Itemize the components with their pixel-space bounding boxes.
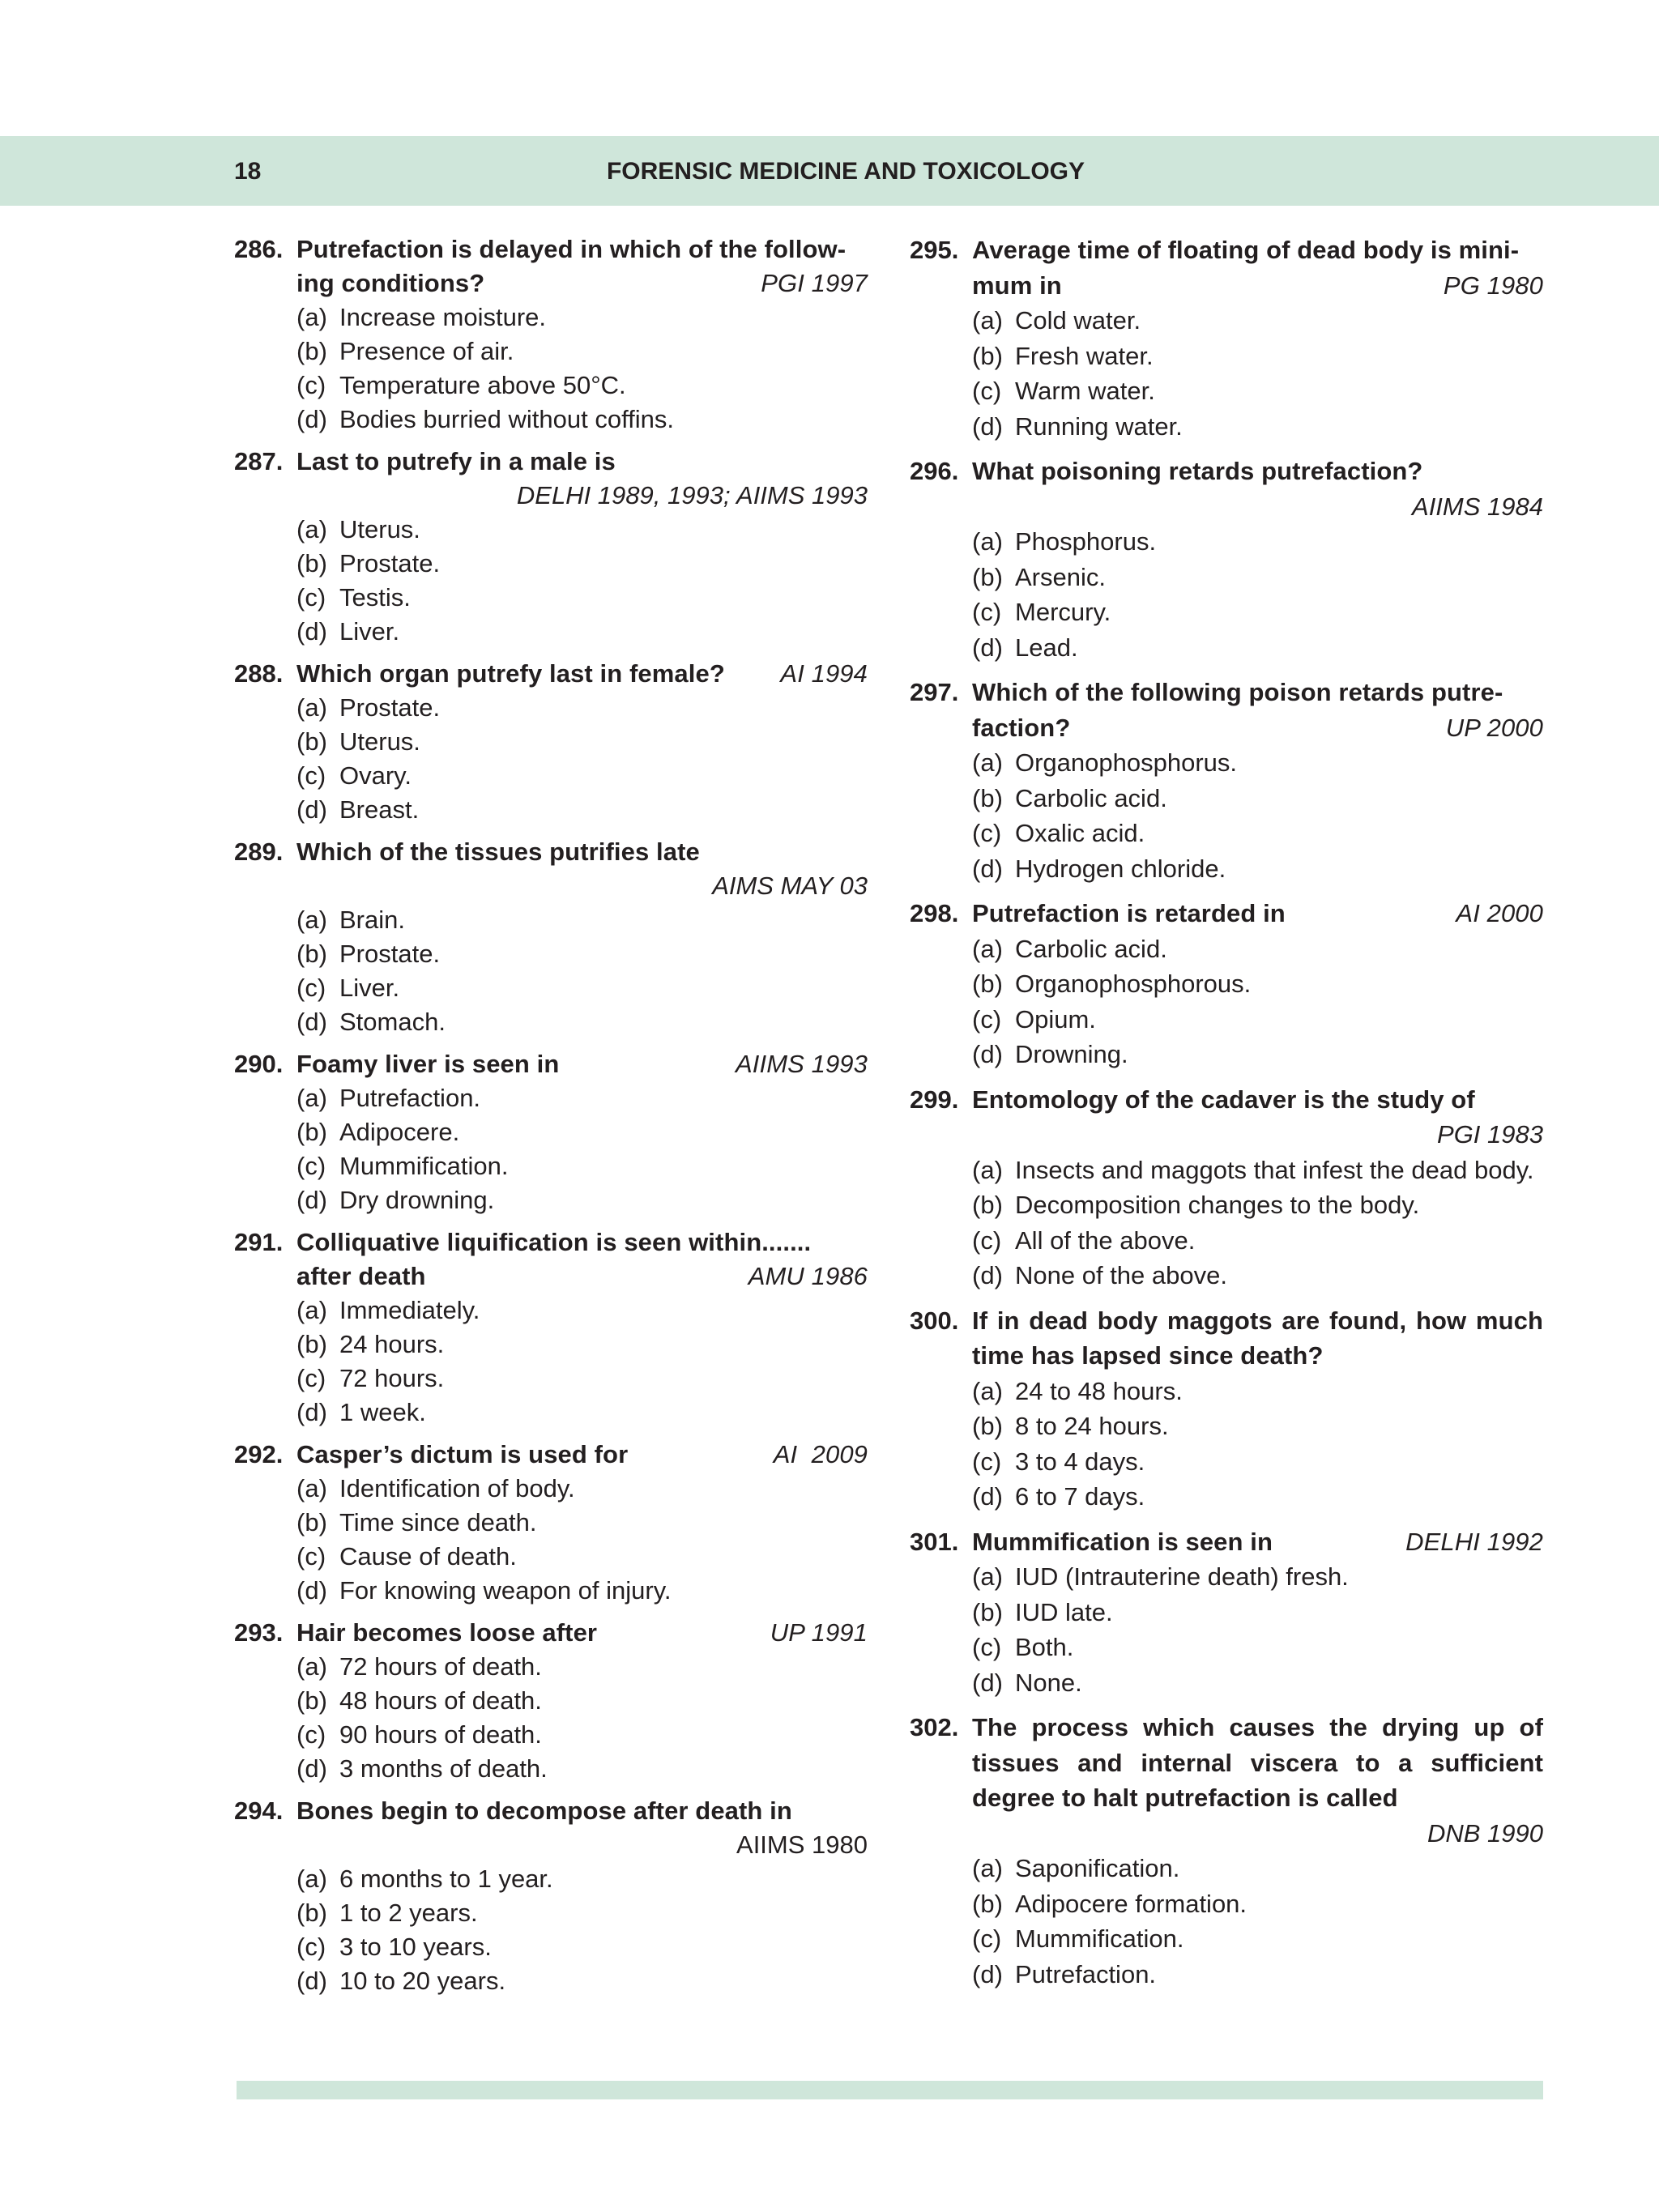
question-number: 286. xyxy=(234,235,284,263)
option: (a) Organophosphorus. xyxy=(972,748,1238,777)
option: (c) Cause of death. xyxy=(296,1542,517,1571)
question-number: 289. xyxy=(234,837,284,866)
question-297: 297. Which of the following poison retards putre- faction? UP 2000 (a) Organophosphorus. (b) Carbolic acid. (c) Oxalic acid. (d) Hydrogen chloride. xyxy=(910,675,1543,886)
option: (d) 6 to 7 days. xyxy=(972,1482,1145,1511)
option: (d) For knowing weapon of injury. xyxy=(296,1576,672,1605)
left-column xyxy=(234,232,868,2006)
question-290 xyxy=(234,1047,868,1217)
question-source: UP 2000 xyxy=(1445,713,1543,742)
option: (a) Brain. xyxy=(296,906,405,934)
question-299 xyxy=(910,1082,1543,1294)
question-text: Putrefaction is retarded in xyxy=(972,899,1286,927)
question-text: Hair becomes loose after xyxy=(296,1618,598,1647)
question-text: Mummification is seen in xyxy=(972,1527,1273,1556)
footer-band xyxy=(237,2081,1543,2099)
question-number: 295. xyxy=(910,236,959,264)
question-source: AMU 1986 xyxy=(748,1262,868,1290)
option: (b) 48 hours of death. xyxy=(296,1686,542,1715)
question-source: PGI 1983 xyxy=(1437,1120,1543,1149)
question-text: Which of the tissues putrifies late xyxy=(296,837,700,866)
options-list xyxy=(296,1650,868,1786)
option: (c) Mummification. xyxy=(296,1152,509,1180)
question-source: AI 2000 xyxy=(1456,899,1543,927)
running-title: FORENSIC MEDICINE AND TOXICOLOGY xyxy=(606,158,1085,185)
option: (c) Opium. xyxy=(972,1004,1096,1034)
option: (b) 1 to 2 years. xyxy=(296,1899,478,1927)
option: (a) Identification of body. xyxy=(296,1474,575,1502)
option: (a) Phosphorus. xyxy=(972,527,1157,556)
question-text: Casper’s dictum is used for xyxy=(296,1440,629,1468)
option: (b) Fresh water. xyxy=(972,341,1154,370)
option: (b) Presence of air. xyxy=(296,337,514,365)
option: (a) Insects and maggots that infest the dead body. xyxy=(972,1155,1534,1184)
question-text: Entomology of the cadaver is the study of xyxy=(972,1085,1475,1114)
option: (b) Decomposition changes to the body. xyxy=(972,1191,1420,1219)
question-source: AIMS MAY 03 xyxy=(712,872,868,900)
option: (c) Temperature above 50°C. xyxy=(296,371,626,399)
options-list xyxy=(972,1374,1543,1515)
question-text: Last to putrefy in a male is xyxy=(296,447,616,475)
option: (c) Both. xyxy=(972,1633,1074,1661)
option: (b) Prostate. xyxy=(296,549,441,578)
question-source: PG 1980 xyxy=(1443,271,1543,300)
question-source: AI 1994 xyxy=(780,659,868,688)
option: (d) None of the above. xyxy=(972,1261,1227,1289)
options-list xyxy=(972,1153,1543,1294)
option: (c) Liver. xyxy=(296,974,400,1002)
option: (c) 3 to 10 years. xyxy=(296,1933,492,1961)
question-text: Which organ putrefy last in female? xyxy=(296,659,725,688)
question-text: Bones begin to decompose after death in xyxy=(296,1796,792,1825)
option: (a) Increase moisture. xyxy=(296,303,546,331)
question-source: DNB 1990 xyxy=(1427,1818,1543,1848)
question-number: 290. xyxy=(234,1050,284,1078)
options-list xyxy=(296,903,868,1039)
option: (b) Prostate. xyxy=(296,940,441,968)
option: (d) 1 week. xyxy=(296,1398,426,1426)
question-number: 301. xyxy=(910,1527,959,1556)
option: (a) Saponification. xyxy=(972,1854,1180,1882)
option: (d) Stomach. xyxy=(296,1008,446,1036)
option: (a) Cold water. xyxy=(972,306,1141,335)
question-source: PGI 1997 xyxy=(761,269,868,297)
option: (d) Running water. xyxy=(972,411,1183,441)
options-list xyxy=(296,1472,868,1608)
option: (d) Bodies burried without coffins. xyxy=(296,405,674,433)
option: (b) 8 to 24 hours. xyxy=(972,1412,1169,1440)
option: (d) 3 months of death. xyxy=(296,1754,548,1783)
question-296 xyxy=(910,454,1543,665)
question-286: 286. Putrefaction is delayed in which of the follow- ing conditions? PGI 1997 (a) Increase moisture. (b) Presence of air. (c) Temperature above 50°C. (d) Bodies burried without coffins. xyxy=(234,232,868,437)
question-294 xyxy=(234,1794,868,1998)
options-list xyxy=(296,1862,868,1998)
option: (c) Ovary. xyxy=(296,761,412,790)
options-list xyxy=(296,691,868,827)
option: (c) Mercury. xyxy=(972,598,1111,626)
question-302 xyxy=(910,1710,1543,1992)
options-list xyxy=(296,1081,868,1217)
question-source: UP 1991 xyxy=(770,1618,868,1647)
options-list xyxy=(296,300,868,437)
right-column xyxy=(910,232,1543,2001)
question-number: 294. xyxy=(234,1796,284,1825)
options-list xyxy=(972,1851,1543,1992)
question-number: 287. xyxy=(234,447,284,475)
option: (d) Breast. xyxy=(296,795,420,824)
options-list xyxy=(296,513,868,649)
question-292 xyxy=(234,1438,868,1608)
option: (d) Liver. xyxy=(296,617,400,646)
option: (a) Immediately. xyxy=(296,1296,480,1324)
question-text: If in dead body maggots are found, how much time has lapsed since death? xyxy=(972,1306,1543,1370)
option: (d) None. xyxy=(972,1668,1082,1697)
question-291: 291. Colliquative liquification is seen within....... after death AMU 1986 (a) Immediately. (b) 24 hours. (c) 72 hours. (d) 1 week. xyxy=(234,1225,868,1430)
option: (c) 90 hours of death. xyxy=(296,1720,542,1749)
option: (c) Mummification. xyxy=(972,1924,1184,1953)
options-list xyxy=(972,524,1543,665)
options-list xyxy=(296,1294,868,1430)
question-text: The process which causes the drying up of tissues and internal viscera to a sufficient degree to halt putrefaction is called xyxy=(972,1713,1543,1812)
question-number: 297. xyxy=(910,678,959,706)
option: (c) All of the above. xyxy=(972,1225,1196,1255)
option: (a) Carbolic acid. xyxy=(972,934,1167,963)
question-287 xyxy=(234,445,868,649)
question-289 xyxy=(234,835,868,1039)
option: (b) Arsenic. xyxy=(972,562,1106,591)
option: (b) IUD late. xyxy=(972,1597,1113,1626)
question-source: DELHI 1992 xyxy=(1405,1527,1543,1556)
option: (d) Dry drowning. xyxy=(296,1186,495,1214)
question-298 xyxy=(910,896,1543,1072)
question-number: 300. xyxy=(910,1306,959,1335)
option: (d) Drowning. xyxy=(972,1040,1128,1068)
option: (a) Putrefaction. xyxy=(296,1084,481,1112)
question-288 xyxy=(234,657,868,827)
question-text: Foamy liver is seen in xyxy=(296,1050,560,1078)
option: (b) Uterus. xyxy=(296,727,420,756)
question-293 xyxy=(234,1616,868,1786)
option: (c) Warm water. xyxy=(972,377,1155,405)
option: (b) Carbolic acid. xyxy=(972,783,1167,812)
option: (a) Prostate. xyxy=(296,693,441,722)
question-300 xyxy=(910,1303,1543,1515)
option: (a) Uterus. xyxy=(296,515,420,543)
option: (d) 10 to 20 years. xyxy=(296,1967,506,1995)
question-number: 298. xyxy=(910,899,959,927)
option: (a) 6 months to 1 year. xyxy=(296,1865,553,1893)
question-source: DELHI 1989, 1993; AIIMS 1993 xyxy=(516,481,868,509)
options-list xyxy=(972,931,1543,1072)
question-number: 292. xyxy=(234,1440,284,1468)
question-number: 288. xyxy=(234,659,284,688)
option: (a) IUD (Intrauterine death) fresh. xyxy=(972,1562,1349,1591)
option: (a) 24 to 48 hours. xyxy=(972,1376,1183,1405)
options-list xyxy=(972,745,1543,886)
question-source: AIIMS 1980 xyxy=(736,1831,868,1859)
option: (c) 3 to 4 days. xyxy=(972,1447,1145,1476)
options-list xyxy=(972,303,1543,444)
question-301 xyxy=(910,1524,1543,1701)
question-295: 295. Average time of floating of dead body is mini- mum in PG 1980 (a) Cold water. (b) Fresh water. (c) Warm water. (d) Running water. xyxy=(910,232,1543,444)
question-source: AI 2009 xyxy=(773,1440,868,1468)
page-number: 18 xyxy=(234,158,262,185)
option: (b) Time since death. xyxy=(296,1508,537,1536)
question-source: AIIMS 1984 xyxy=(1412,492,1543,521)
option: (b) Organophosphorous. xyxy=(972,970,1252,998)
question-number: 296. xyxy=(910,457,959,485)
question-text: What poisoning retards putrefaction? xyxy=(972,457,1423,485)
option: (c) Testis. xyxy=(296,583,411,612)
option: (b) Adipocere. xyxy=(296,1118,460,1146)
question-number: 302. xyxy=(910,1713,959,1741)
option: (d) Lead. xyxy=(972,633,1078,662)
option: (d) Putrefaction. xyxy=(972,1959,1157,1988)
options-list xyxy=(972,1559,1543,1700)
option: (d) Hydrogen chloride. xyxy=(972,854,1226,883)
question-number: 299. xyxy=(910,1085,959,1114)
question-number: 291. xyxy=(234,1228,284,1256)
option: (b) 24 hours. xyxy=(296,1330,445,1358)
option: (c) 72 hours. xyxy=(296,1364,445,1392)
option: (c) Oxalic acid. xyxy=(972,819,1145,847)
question-source: AIIMS 1993 xyxy=(736,1050,868,1078)
option: (b) Adipocere formation. xyxy=(972,1889,1247,1918)
option: (a) 72 hours of death. xyxy=(296,1652,542,1681)
question-number: 293. xyxy=(234,1618,284,1647)
